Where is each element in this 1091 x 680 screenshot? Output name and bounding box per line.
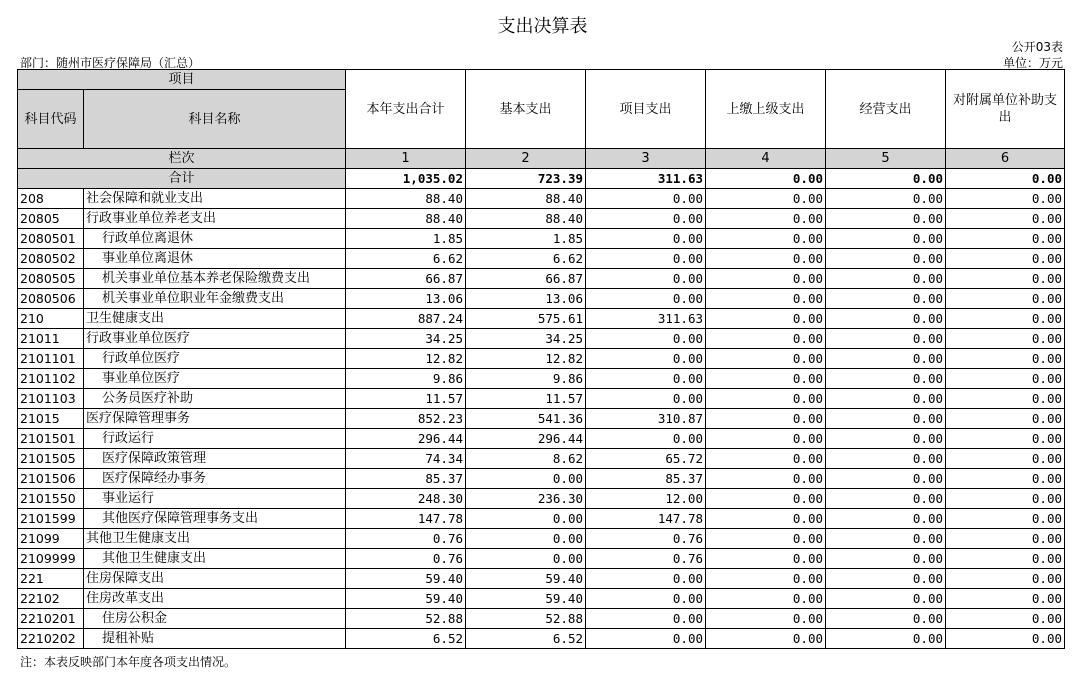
amount-cell: 0.00 bbox=[706, 369, 826, 389]
subject-name: 公务员医疗补助 bbox=[84, 389, 346, 409]
amount-cell: 0.00 bbox=[466, 549, 586, 569]
amount-cell: 0.00 bbox=[706, 429, 826, 449]
col-num: 4 bbox=[706, 149, 826, 169]
table-row bbox=[18, 269, 1065, 289]
expenditure-table bbox=[17, 69, 1065, 649]
amount-cell: 0.00 bbox=[706, 509, 826, 529]
subject-name: 住房公积金 bbox=[84, 609, 346, 629]
subject-name: 卫生健康支出 bbox=[84, 309, 346, 329]
subject-code: 2080502 bbox=[18, 249, 84, 269]
subject-name: 社会保障和就业支出 bbox=[84, 189, 346, 209]
col-num: 5 bbox=[826, 149, 946, 169]
amount-cell: 0.00 bbox=[826, 369, 946, 389]
subject-code: 2101101 bbox=[18, 349, 84, 369]
amount-cell: 0.00 bbox=[826, 429, 946, 449]
amount-cell: 6.62 bbox=[466, 249, 586, 269]
amount-cell: 0.00 bbox=[706, 449, 826, 469]
amount-cell: 0.00 bbox=[946, 429, 1065, 449]
subject-code: 2101102 bbox=[18, 369, 84, 389]
amount-cell: 887.24 bbox=[346, 309, 466, 329]
amount-cell: 0.00 bbox=[826, 569, 946, 589]
amount-cell: 0.76 bbox=[346, 529, 466, 549]
subject-name: 医疗保障政策管理 bbox=[84, 449, 346, 469]
subject-name: 住房改革支出 bbox=[84, 589, 346, 609]
subject-code: 2101506 bbox=[18, 469, 84, 489]
col-header-basic: 基本支出 bbox=[466, 70, 586, 149]
subject-code: 2101103 bbox=[18, 389, 84, 409]
subject-name: 机关事业单位基本养老保险缴费支出 bbox=[84, 269, 346, 289]
amount-cell: 0.00 bbox=[826, 289, 946, 309]
amount-cell: 0.00 bbox=[946, 489, 1065, 509]
subject-name: 住房保障支出 bbox=[84, 569, 346, 589]
amount-cell: 0.00 bbox=[706, 289, 826, 309]
lanci-header: 栏次 bbox=[18, 149, 346, 169]
table-row bbox=[18, 369, 1065, 389]
subject-name: 行政单位离退休 bbox=[84, 229, 346, 249]
table-row bbox=[18, 209, 1065, 229]
amount-cell: 0.00 bbox=[466, 529, 586, 549]
table-row bbox=[18, 549, 1065, 569]
amount-cell: 0.00 bbox=[706, 389, 826, 409]
amount-cell: 0.00 bbox=[826, 549, 946, 569]
total-value: 311.63 bbox=[586, 169, 706, 189]
total-value: 0.00 bbox=[946, 169, 1065, 189]
amount-cell: 74.34 bbox=[346, 449, 466, 469]
amount-cell: 0.00 bbox=[586, 269, 706, 289]
amount-cell: 0.00 bbox=[826, 329, 946, 349]
subject-code: 2080501 bbox=[18, 229, 84, 249]
amount-cell: 0.00 bbox=[826, 209, 946, 229]
page-title: 支出决算表 bbox=[497, 16, 588, 37]
amount-cell: 0.00 bbox=[706, 529, 826, 549]
amount-cell: 0.00 bbox=[946, 269, 1065, 289]
amount-cell: 88.40 bbox=[346, 189, 466, 209]
subject-name: 行政单位医疗 bbox=[84, 349, 346, 369]
amount-cell: 0.00 bbox=[706, 469, 826, 489]
subject-code: 20805 bbox=[18, 209, 84, 229]
subject-name: 其他卫生健康支出 bbox=[84, 529, 346, 549]
subject-code: 2101599 bbox=[18, 509, 84, 529]
table-row bbox=[18, 429, 1065, 449]
subject-code: 22102 bbox=[18, 589, 84, 609]
subject-name: 医疗保障经办事务 bbox=[84, 469, 346, 489]
total-value: 1,035.02 bbox=[346, 169, 466, 189]
amount-cell: 59.40 bbox=[346, 589, 466, 609]
amount-cell: 0.00 bbox=[826, 629, 946, 649]
amount-cell: 0.00 bbox=[586, 209, 706, 229]
amount-cell: 0.00 bbox=[946, 509, 1065, 529]
subject-name: 其他卫生健康支出 bbox=[84, 549, 346, 569]
amount-cell: 0.00 bbox=[946, 289, 1065, 309]
footnote: 注：本表反映部门本年度各项支出情况。 bbox=[20, 655, 237, 669]
amount-cell: 88.40 bbox=[346, 209, 466, 229]
subject-code: 21099 bbox=[18, 529, 84, 549]
col-num: 6 bbox=[946, 149, 1065, 169]
amount-cell: 0.00 bbox=[826, 189, 946, 209]
amount-cell: 0.00 bbox=[706, 589, 826, 609]
amount-cell: 59.40 bbox=[466, 569, 586, 589]
table-row bbox=[18, 329, 1065, 349]
amount-cell: 0.00 bbox=[946, 609, 1065, 629]
table-row bbox=[18, 249, 1065, 269]
amount-cell: 0.00 bbox=[946, 209, 1065, 229]
table-row bbox=[18, 349, 1065, 369]
subject-code: 221 bbox=[18, 569, 84, 589]
amount-cell: 6.52 bbox=[346, 629, 466, 649]
table-row bbox=[18, 629, 1065, 649]
subject-name: 行政事业单位养老支出 bbox=[84, 209, 346, 229]
amount-cell: 13.06 bbox=[466, 289, 586, 309]
amount-cell: 0.00 bbox=[586, 249, 706, 269]
amount-cell: 59.40 bbox=[466, 589, 586, 609]
amount-cell: 0.00 bbox=[466, 469, 586, 489]
amount-cell: 0.00 bbox=[706, 489, 826, 509]
subject-name: 行政运行 bbox=[84, 429, 346, 449]
amount-cell: 12.82 bbox=[466, 349, 586, 369]
amount-cell: 0.00 bbox=[946, 329, 1065, 349]
amount-cell: 147.78 bbox=[346, 509, 466, 529]
amount-cell: 0.00 bbox=[706, 309, 826, 329]
amount-cell: 0.00 bbox=[826, 349, 946, 369]
item-header: 项目 bbox=[18, 70, 346, 90]
amount-cell: 66.87 bbox=[346, 269, 466, 289]
subject-name: 医疗保障管理事务 bbox=[84, 409, 346, 429]
amount-cell: 34.25 bbox=[466, 329, 586, 349]
amount-cell: 0.00 bbox=[466, 509, 586, 529]
amount-cell: 852.23 bbox=[346, 409, 466, 429]
subject-code: 2080505 bbox=[18, 269, 84, 289]
amount-cell: 0.00 bbox=[826, 589, 946, 609]
subject-code: 2109999 bbox=[18, 549, 84, 569]
amount-cell: 541.36 bbox=[466, 409, 586, 429]
table-row bbox=[18, 449, 1065, 469]
amount-cell: 236.30 bbox=[466, 489, 586, 509]
col-num: 3 bbox=[586, 149, 706, 169]
amount-cell: 0.00 bbox=[826, 269, 946, 289]
subject-code: 2080506 bbox=[18, 289, 84, 309]
table-row bbox=[18, 409, 1065, 429]
unit-label: 单位：万元 bbox=[1002, 56, 1063, 70]
amount-cell: 0.00 bbox=[706, 209, 826, 229]
department-label: 部门：随州市医疗保障局（汇总） bbox=[20, 56, 201, 70]
amount-cell: 11.57 bbox=[466, 389, 586, 409]
amount-cell: 52.88 bbox=[346, 609, 466, 629]
amount-cell: 0.00 bbox=[826, 529, 946, 549]
table-row bbox=[18, 529, 1065, 549]
amount-cell: 1.85 bbox=[466, 229, 586, 249]
amount-cell: 248.30 bbox=[346, 489, 466, 509]
amount-cell: 6.52 bbox=[466, 629, 586, 649]
amount-cell: 52.88 bbox=[466, 609, 586, 629]
amount-cell: 88.40 bbox=[466, 209, 586, 229]
amount-cell: 0.00 bbox=[826, 509, 946, 529]
col-header-subsidy: 对附属单位补助支出 bbox=[946, 70, 1065, 149]
table-row bbox=[18, 309, 1065, 329]
subject-name: 事业运行 bbox=[84, 489, 346, 509]
amount-cell: 0.00 bbox=[826, 469, 946, 489]
amount-cell: 0.76 bbox=[586, 549, 706, 569]
amount-cell: 6.62 bbox=[346, 249, 466, 269]
amount-cell: 59.40 bbox=[346, 569, 466, 589]
subject-code: 210 bbox=[18, 309, 84, 329]
amount-cell: 1.85 bbox=[346, 229, 466, 249]
amount-cell: 0.00 bbox=[586, 629, 706, 649]
total-value: 0.00 bbox=[826, 169, 946, 189]
amount-cell: 0.00 bbox=[706, 409, 826, 429]
amount-cell: 0.00 bbox=[586, 349, 706, 369]
amount-cell: 147.78 bbox=[586, 509, 706, 529]
table-row bbox=[18, 289, 1065, 309]
amount-cell: 0.00 bbox=[586, 229, 706, 249]
amount-cell: 0.00 bbox=[946, 189, 1065, 209]
amount-cell: 0.00 bbox=[586, 389, 706, 409]
table-row bbox=[18, 189, 1065, 209]
col-header-operating: 经营支出 bbox=[826, 70, 946, 149]
amount-cell: 34.25 bbox=[346, 329, 466, 349]
table-row bbox=[18, 569, 1065, 589]
amount-cell: 85.37 bbox=[346, 469, 466, 489]
amount-cell: 0.00 bbox=[826, 229, 946, 249]
table-row bbox=[18, 589, 1065, 609]
amount-cell: 0.00 bbox=[826, 389, 946, 409]
amount-cell: 0.00 bbox=[706, 329, 826, 349]
col-header-project: 项目支出 bbox=[586, 70, 706, 149]
amount-cell: 0.00 bbox=[706, 269, 826, 289]
amount-cell: 0.00 bbox=[586, 429, 706, 449]
col-header-total: 本年支出合计 bbox=[346, 70, 466, 149]
amount-cell: 0.00 bbox=[946, 349, 1065, 369]
table-row bbox=[18, 489, 1065, 509]
amount-cell: 296.44 bbox=[346, 429, 466, 449]
amount-cell: 0.00 bbox=[826, 449, 946, 469]
table-row bbox=[18, 509, 1065, 529]
amount-cell: 0.00 bbox=[586, 369, 706, 389]
amount-cell: 0.00 bbox=[706, 229, 826, 249]
amount-cell: 311.63 bbox=[586, 309, 706, 329]
amount-cell: 0.00 bbox=[946, 469, 1065, 489]
amount-cell: 12.00 bbox=[586, 489, 706, 509]
amount-cell: 0.00 bbox=[706, 549, 826, 569]
subject-code: 208 bbox=[18, 189, 84, 209]
amount-cell: 575.61 bbox=[466, 309, 586, 329]
subject-name: 事业单位医疗 bbox=[84, 369, 346, 389]
amount-cell: 0.00 bbox=[826, 489, 946, 509]
subject-name: 行政事业单位医疗 bbox=[84, 329, 346, 349]
amount-cell: 66.87 bbox=[466, 269, 586, 289]
amount-cell: 0.00 bbox=[586, 329, 706, 349]
amount-cell: 310.87 bbox=[586, 409, 706, 429]
amount-cell: 0.00 bbox=[946, 309, 1065, 329]
amount-cell: 0.00 bbox=[706, 569, 826, 589]
name-header: 科目名称 bbox=[84, 90, 346, 149]
table-row bbox=[18, 609, 1065, 629]
amount-cell: 0.00 bbox=[826, 409, 946, 429]
amount-cell: 12.82 bbox=[346, 349, 466, 369]
amount-cell: 9.86 bbox=[346, 369, 466, 389]
amount-cell: 0.00 bbox=[586, 289, 706, 309]
amount-cell: 0.00 bbox=[946, 229, 1065, 249]
amount-cell: 0.00 bbox=[946, 389, 1065, 409]
subject-name: 机关事业单位职业年金缴费支出 bbox=[84, 289, 346, 309]
subject-name: 其他医疗保障管理事务支出 bbox=[84, 509, 346, 529]
amount-cell: 0.00 bbox=[826, 309, 946, 329]
amount-cell: 0.00 bbox=[946, 569, 1065, 589]
amount-cell: 0.00 bbox=[946, 629, 1065, 649]
amount-cell: 0.00 bbox=[706, 629, 826, 649]
amount-cell: 0.00 bbox=[586, 609, 706, 629]
subject-name: 提租补贴 bbox=[84, 629, 346, 649]
total-value: 0.00 bbox=[706, 169, 826, 189]
amount-cell: 0.00 bbox=[946, 529, 1065, 549]
amount-cell: 0.00 bbox=[946, 369, 1065, 389]
amount-cell: 0.00 bbox=[706, 189, 826, 209]
col-num: 2 bbox=[466, 149, 586, 169]
amount-cell: 9.86 bbox=[466, 369, 586, 389]
subject-code: 2210201 bbox=[18, 609, 84, 629]
amount-cell: 0.00 bbox=[946, 549, 1065, 569]
amount-cell: 11.57 bbox=[346, 389, 466, 409]
amount-cell: 88.40 bbox=[466, 189, 586, 209]
amount-cell: 0.00 bbox=[946, 409, 1065, 429]
amount-cell: 0.00 bbox=[586, 569, 706, 589]
amount-cell: 65.72 bbox=[586, 449, 706, 469]
total-row bbox=[18, 169, 1065, 189]
subject-code: 2101550 bbox=[18, 489, 84, 509]
amount-cell: 0.00 bbox=[946, 249, 1065, 269]
amount-cell: 0.00 bbox=[706, 249, 826, 269]
code-header: 科目代码 bbox=[18, 90, 84, 149]
amount-cell: 0.76 bbox=[586, 529, 706, 549]
amount-cell: 0.00 bbox=[586, 589, 706, 609]
subject-code: 21011 bbox=[18, 329, 84, 349]
amount-cell: 85.37 bbox=[586, 469, 706, 489]
amount-cell: 0.76 bbox=[346, 549, 466, 569]
total-value: 723.39 bbox=[466, 169, 586, 189]
col-num: 1 bbox=[346, 149, 466, 169]
table-row bbox=[18, 389, 1065, 409]
amount-cell: 0.00 bbox=[826, 249, 946, 269]
amount-cell: 296.44 bbox=[466, 429, 586, 449]
amount-cell: 13.06 bbox=[346, 289, 466, 309]
amount-cell: 0.00 bbox=[946, 449, 1065, 469]
table-row bbox=[18, 469, 1065, 489]
subject-code: 2101501 bbox=[18, 429, 84, 449]
amount-cell: 0.00 bbox=[826, 609, 946, 629]
form-number: 公开03表 bbox=[1011, 40, 1063, 54]
total-label: 合计 bbox=[18, 169, 346, 189]
subject-name: 事业单位离退休 bbox=[84, 249, 346, 269]
amount-cell: 8.62 bbox=[466, 449, 586, 469]
amount-cell: 0.00 bbox=[706, 349, 826, 369]
table-row bbox=[18, 229, 1065, 249]
subject-code: 2101505 bbox=[18, 449, 84, 469]
subject-code: 2210202 bbox=[18, 629, 84, 649]
amount-cell: 0.00 bbox=[586, 189, 706, 209]
amount-cell: 0.00 bbox=[706, 609, 826, 629]
amount-cell: 0.00 bbox=[946, 589, 1065, 609]
subject-code: 21015 bbox=[18, 409, 84, 429]
col-header-remit: 上缴上级支出 bbox=[706, 70, 826, 149]
